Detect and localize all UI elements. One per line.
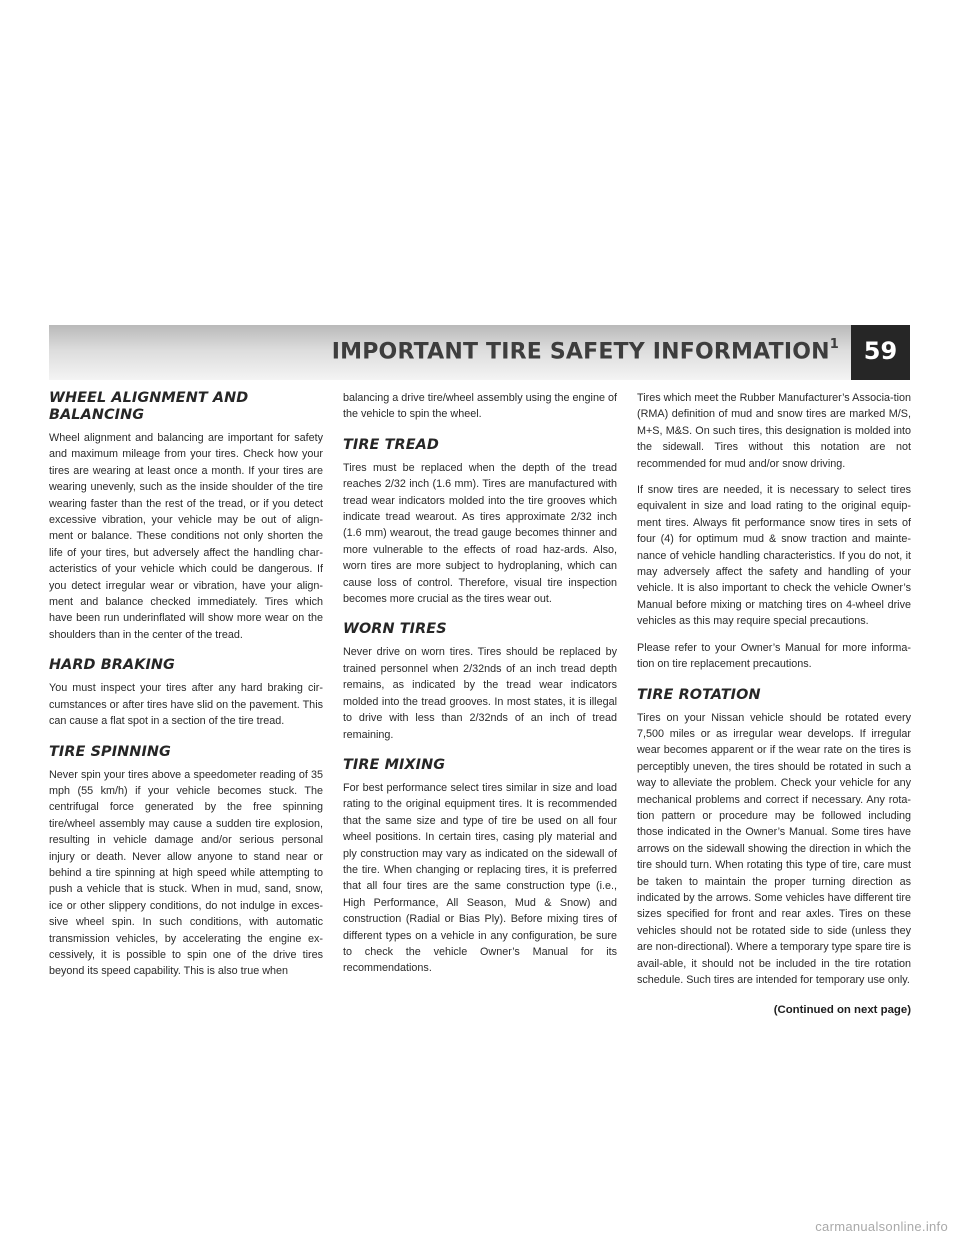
paragraph: Tires must be replaced when the depth of the tread reaches 2/32 inch (1.6 mm). Tires are manufactured with tread wear indicators molded into the tire grooves which indicate tread wearout. As tires approximate 2/32 inch (1.6 mm) wearout, the tread gauge becomes thinner and more vulnerable to the effects of road haz-ards. Also, worn tires are more subject to hydroplaning, which can cause loss of control. Therefore, visual tire inspection becomes more crucial as the tires wear out. [343,461,617,606]
section-heading: HARD BRAKING [49,657,175,674]
page-number-box [851,325,910,380]
section-heading: TIRE ROTATION [637,686,761,703]
page-number: 59 [863,337,898,365]
paragraph: For best performance select tires similar in size and load rating to the original equipment tires. It is recommended that the same size and type of tire be used on all four wheel positions. In certain tires, casing ply material and ply construction may vary as indicated on the sidewall of the tire. When changing or replacing tires, it is preferred that all four tires are the same construction type (i.e., High Performance, All Season, Mud & Snow) and construction (Radial or Bias Ply). Before mixing tires of different types on a vehicle in any configuration, be sure to check the vehicle Owner’s Manual for its recommendations. [343,781,617,975]
section-mud-snow-tires [637,390,911,673]
paragraph: Never drive on worn tires. Tires should be replaced by trained personnel when 2/32nds of an inch tread depth remains, as indicated by the tread wear indicators molded into the tread grooves. In most states, it is illegal to drive with less than 2/32nds of an inch of tread remaining. [343,646,617,741]
title-footnote-marker: 1 [829,337,839,352]
paragraph: Tires which meet the Rubber Manufacturer’s Associa-tion (RMA) definition of mud and snow tires are marked M/S, M+S, M&S. On such tires, this designation is molded into the sidewall. Tires without this notation are not recommended for mud and/or snow driving. [637,392,911,470]
page-header-band [49,325,851,380]
section-wheel-alignment [49,390,323,643]
section-hard-braking [49,657,323,729]
section-heading: TIRE SPINNING [49,743,171,760]
paragraph: Tires on your Nissan vehicle should be rotated every 7,500 miles or as irregular wear develops. If irregular wear becomes apparent or if the wear rate on the tires is perceptibly uneven, the tires should be rotated in such a way to alleviate the problem. Check your vehicle for any mechanical problems and correct if necessary. Any rota-tion pattern or procedure may be followed including those indicated in the Owner’s Manual. Some tires have arrows on the sidewall showing the direction in which the tire should turn. When rotating this type of tire, care must be taken to maintain the proper turning direction as indicated by the arrows. Some vehicles have different tire sizes specified for front and rear axles. Tires on these vehicles should not be rotated side to side (unless they are non-directional). Where a temporary type spare tire is avail-able, it should not be included in the tire rotation schedule. Such tires are intended for temporary use only. [637,711,911,986]
section-continued-text [343,390,617,423]
text-column-1 [49,390,323,994]
paragraph: You must inspect your tires after any hard braking cir-cumstances or after tires have slid on the pavement. This can cause a flat spot in a section of the tire tread. [49,682,323,728]
site-watermark[interactable]: carmanualsonline.info [815,1219,948,1234]
section-tire-tread [343,437,617,608]
section-heading: TIRE TREAD [343,436,439,453]
paragraph: Wheel alignment and balancing are important for safety and maximum mileage from your tires. Check how your tires are wearing at least once a month. If your tires are wearing unevenly, such as the inside shoulder of the tire wearing faster than the rest of the tread, or if you detect excessive vibration, your vehicle may be out of align-ment or balance. These conditions not only shorten the life of your tires, but adversely affect the handling char-acteristics of your vehicle which could be dangerous. If you detect irregular wear or vibration, have your align-ment and balance checked immediately. Tires which have been run underinflated will show more wear on the shoulders than in the center of the tread. [49,432,323,641]
paragraph: Please refer to your Owner’s Manual for more informa-tion on tire replacement precautions. [637,641,911,671]
section-heading: WHEEL ALIGNMENT AND BALANCING [49,390,249,423]
text-column-3 [637,390,911,1019]
paragraph: If snow tires are needed, it is necessary to select tires equivalent in size and load rating to the original equip-ment tires. Always fit performance snow tires in sets of four (4) for optimum mud & snow traction and mainte-nance of vehicle handling characteristics. If you do not, it may adversely affect the safety and handling of your vehicle. It is also important to check the vehicle Owner’s Manual before mixing or matching tires on 4-wheel drive vehicles as this may require special precautions. [637,484,911,628]
page-title: IMPORTANT TIRE SAFETY INFORMATION$^1$ [331,337,839,365]
section-tire-mixing [343,757,617,977]
section-heading: TIRE MIXING [343,756,446,773]
paragraph: Never spin your tires above a speedometer reading of 35 mph (55 km/h) if your vehicle becomes stuck. The centrifugal force generated by the free spinning tire/wheel assembly may cause a sudden tire explosion, resulting in vehicle damage and/or serious personal injury or death. Never allow anyone to stand near or behind a tire spinning at high speed while attempting to push a vehicle that is stuck. When in mud, sand, snow, ice or other slippery conditions, do not indulge in exces-sive wheel spin. In such conditions, with automatic transmission vehicles, by accelerating the engine ex-cessively, it is possible to spin one of the drive tires beyond its speed capability. This is also true when [49,768,323,978]
section-worn-tires [343,621,617,742]
continued-on-next-page: (Continued on next page) [773,1004,911,1017]
text-column-2 [343,390,617,991]
section-tire-rotation [637,687,911,989]
paragraph: balancing a drive tire/wheel assembly using the engine of the vehicle to spin the wheel. [343,392,617,421]
section-tire-spinning [49,744,323,980]
section-heading: WORN TIRES [343,621,447,638]
